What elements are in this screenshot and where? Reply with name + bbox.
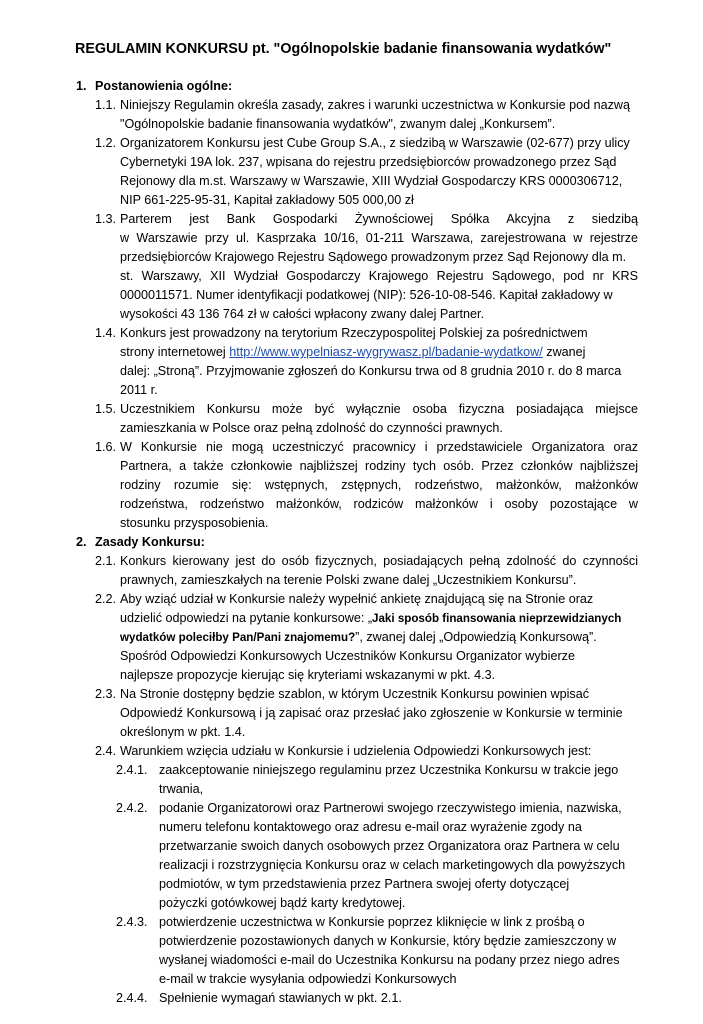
item-text: Aby wziąć udział w Konkursie należy wypełnić ankietę znajdującą się na Stronie oraz	[120, 592, 594, 606]
item-text	[120, 609, 621, 628]
item-text: NIP 661-225-95-31, Kapitał zakładowy 505 000,00 zł	[120, 193, 414, 207]
item-text: potwierdzenie pozostawionych danych w Konkursie, który będzie zamieszczony w	[159, 934, 617, 948]
item-text: Konkurs kierowany jest do osób fizycznych, posiadających pełną zdolność do czynności	[120, 554, 638, 568]
item-number: 2.4.3.	[116, 915, 148, 929]
item-text: wysokości 43 136 764 zł w całości wpłacony zwany dalej Partner.	[120, 307, 485, 321]
item-text: najlepsze propozycje kierując się kryteriami wskazanymi w pkt. 4.3.	[120, 668, 496, 682]
item-text: prawnych, zamieszkałych na terenie Polski zwane dalej „Uczestnikiem Konkursu”.	[120, 573, 577, 587]
item-text	[120, 628, 597, 647]
contest-website-link[interactable]: http://www.wypelniasz-wygrywasz.pl/badanie-wydatkow/	[229, 345, 543, 359]
item-number: 1.1.	[95, 98, 117, 112]
item-text-part: strony internetowej	[120, 345, 230, 359]
item-text	[120, 343, 585, 362]
item-text: wysłanej wiadomości e-mail do Uczestnika Konkursu na podany przez niego adres	[159, 953, 620, 967]
item-number: 2.4.1.	[116, 763, 148, 777]
section-number: 1.	[76, 79, 87, 93]
item-text: st. Warszawy, XII Wydział Gospodarczy Krajowego Rejestru Sądowego, pod nr KRS	[120, 269, 638, 283]
section-title: Zasady Konkursu:	[95, 535, 205, 549]
item-number: 1.4.	[95, 326, 117, 340]
item-number: 2.4.	[95, 744, 117, 758]
item-text: zamieszkania w Polsce oraz pełną zdolność do czynności prawnych.	[120, 421, 503, 435]
item-text: Warunkiem wzięcia udziału w Konkursie i udzielenia Odpowiedzi Konkursowych jest:	[120, 744, 592, 758]
item-number: 1.2.	[95, 136, 117, 150]
item-text: Parterem jest Bank Gospodarki Żywnościowej Spółka Akcyjna z siedzibą	[120, 212, 638, 226]
item-number: 2.2.	[95, 592, 117, 606]
item-text: rodziny rozumie się: wstępnych, zstępnych, rodzeństwo, małżonków, małżonków	[120, 478, 638, 492]
item-text-part: udzielić odpowiedzi na pytanie konkursowe: „	[120, 611, 373, 625]
item-number: 1.6.	[95, 440, 117, 454]
item-text: zaakceptowanie niniejszego regulaminu przez Uczestnika Konkursu w trakcie jego	[159, 763, 619, 777]
item-number: 2.4.2.	[116, 801, 148, 815]
item-number: 1.3.	[95, 212, 117, 226]
item-text: Spośród Odpowiedzi Konkursowych Uczestników Konkursu Organizator wybierze	[120, 649, 575, 663]
item-text: przetwarzanie swoich danych osobowych przez Organizatora oraz Partnera w celu	[159, 839, 620, 853]
item-text: Odpowiedź Konkursową i ją zapisać oraz przesłać jako zgłoszenie w Konkursie w terminie	[120, 706, 623, 720]
item-number: 2.1.	[95, 554, 117, 568]
item-text: podanie Organizatorowi oraz Partnerowi swojego rzeczywistego imienia, nazwiska,	[159, 801, 622, 815]
item-text: "Ogólnopolskie badanie finansowania wydatków", zwanym dalej „Konkursem”.	[120, 117, 556, 131]
item-text: numeru telefonu kontaktowego oraz adresu e-mail oraz wyrażenie zgody na	[159, 820, 582, 834]
item-text: rodzeństwa, rodzeństwo małżonków, rodziców małżonków i osoby pozostające w	[120, 497, 638, 511]
item-text: W Konkursie nie mogą uczestniczyć pracownicy i przedstawiciele Organizatora oraz	[120, 440, 638, 454]
item-text: Spełnienie wymagań stawianych w pkt. 2.1.	[159, 991, 402, 1005]
item-text: 2011 r.	[120, 383, 158, 397]
item-text: realizacji i rozstrzygnięcia Konkursu oraz w celach marketingowych dla powyższych	[159, 858, 626, 872]
item-text: przedsiębiorców Krajowego Rejestru Sądowego prowadzonym przez Sąd Rejonowy dla m.	[120, 250, 627, 264]
item-text: Konkurs jest prowadzony na terytorium Rzeczypospolitej Polskiej za pośrednictwem	[120, 326, 588, 340]
item-text: Rejonowy dla m.st. Warszawy w Warszawie, XIII Wydział Gospodarczy KRS 0000306712,	[120, 174, 623, 188]
item-text: stosunku przysposobienia.	[120, 516, 269, 530]
item-text-part: ”, zwanej dalej „Odpowiedzią Konkursową”.	[355, 630, 597, 644]
page-title: REGULAMIN KONKURSU pt. "Ogólnopolskie badanie finansowania wydatków"	[75, 41, 612, 57]
item-text: określonym w pkt. 1.4.	[120, 725, 246, 739]
item-text: Uczestnikiem Konkursu może być wyłącznie osoba fizyczna posiadająca miejsce	[120, 402, 638, 416]
section-title: Postanowienia ogólne:	[95, 79, 233, 93]
item-number: 2.4.4.	[116, 991, 148, 1005]
item-text: Cybernetyki 19A lok. 237, wpisana do rejestru przedsiębiorców prowadzonego przez Sąd	[120, 155, 617, 169]
item-text: potwierdzenie uczestnictwa w Konkursie poprzez kliknięcie w link z prośbą o	[159, 915, 585, 929]
item-text: 0000011571. Numer identyfikacji podatkowej (NIP): 526-10-08-546. Kapitał zakładowy w	[120, 288, 613, 302]
item-text: Na Stronie dostępny będzie szablon, w którym Uczestnik Konkursu powinien wpisać	[120, 687, 589, 701]
item-text: e-mail w trakcie wysyłania odpowiedzi Konkursowych	[159, 972, 457, 986]
item-text: Partnera, a także członkowie najbliższej rodziny tych osób. Przez członków najbliższej	[120, 459, 638, 473]
item-text: podmiotów, w tym przedstawienia przez Partnera swojej oferty dotyczącej	[159, 877, 570, 891]
item-text: dalej: „Stroną”. Przyjmowanie zgłoszeń do Konkursu trwa od 8 grudnia 2010 r. do 8 marca	[120, 364, 622, 378]
item-text: Organizatorem Konkursu jest Cube Group S.A., z siedzibą w Warszawie (02-677) przy ulicy	[120, 136, 630, 150]
contest-question: wydatków poleciłby Pan/Pani znajomemu?	[120, 631, 356, 644]
item-text: trwania,	[159, 782, 204, 796]
item-text: w Warszawie przy ul. Kasprzaka 10/16, 01-211 Warszawa, zarejestrowana w rejestrze	[120, 231, 638, 245]
item-number: 1.5.	[95, 402, 117, 416]
item-text-part: zwanej	[542, 345, 586, 359]
section-number: 2.	[76, 535, 87, 549]
item-text: pożyczki gotówkowej bądź karty kredytowej.	[159, 896, 406, 910]
item-number: 2.3.	[95, 687, 117, 701]
contest-question: Jaki sposób finansowania nieprzewidzianych	[372, 612, 622, 625]
item-text: Niniejszy Regulamin określa zasady, zakres i warunki uczestnictwa w Konkursie pod nazwą	[120, 98, 631, 112]
